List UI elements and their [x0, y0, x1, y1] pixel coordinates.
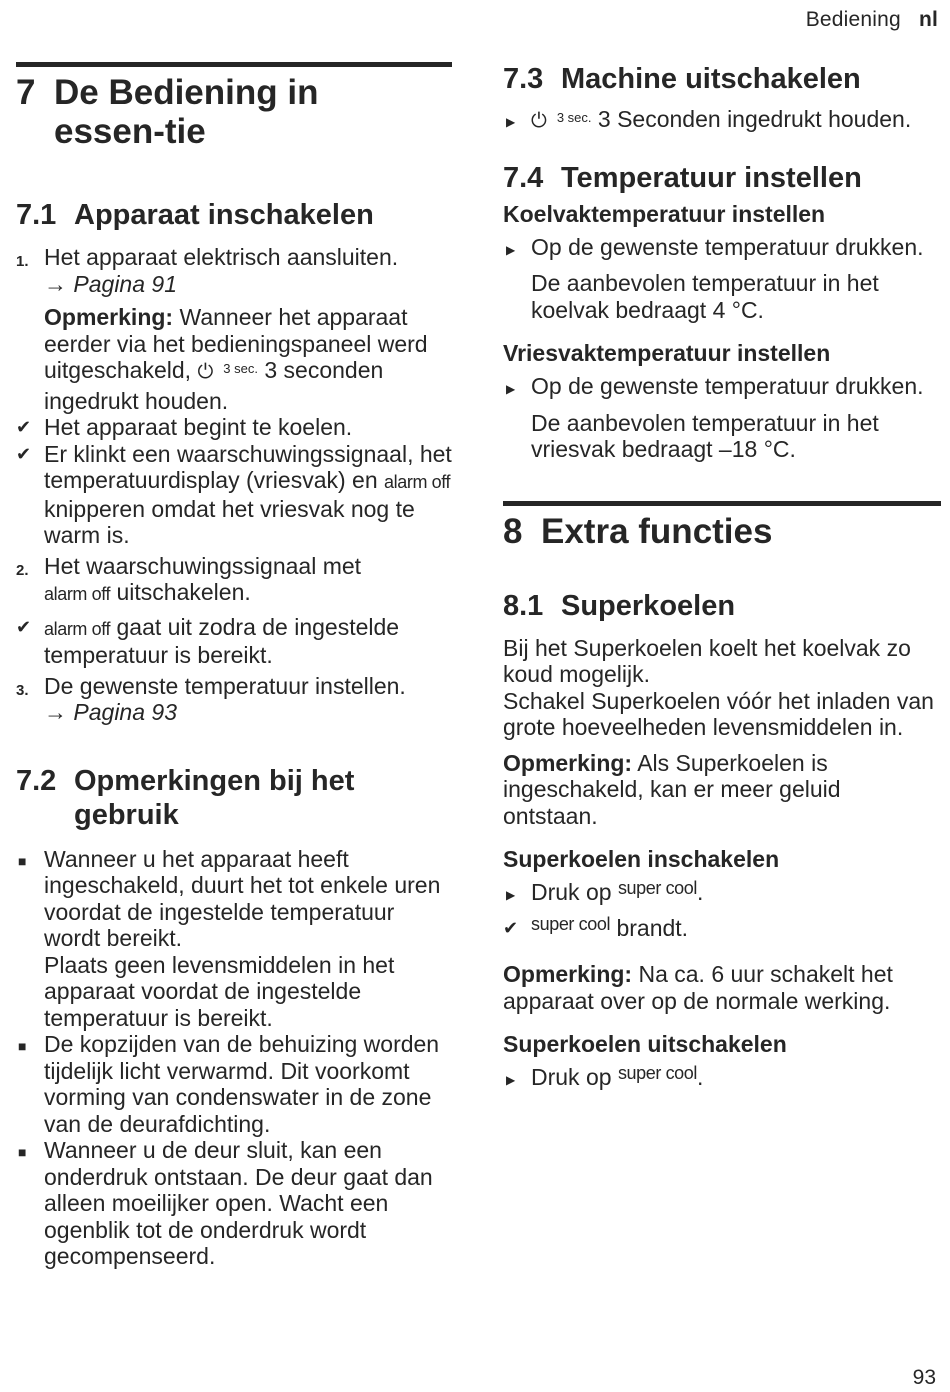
superkoelen-on-step: [503, 879, 941, 909]
section-7-4-heading: [503, 161, 941, 195]
note-label: Opmerking:: [44, 304, 174, 330]
super-cool-key: super cool: [617, 878, 697, 898]
step-number: 3.: [16, 681, 29, 699]
step-text: De gewenste temperatuur instellen.: [44, 672, 406, 699]
step-text: Op de gewenste temperatuur drukken.: [531, 373, 924, 399]
page-number: 93: [912, 1366, 936, 1389]
superkoelen-off-step: [503, 1064, 941, 1094]
note: [503, 750, 941, 830]
section-7-3-step: [503, 106, 941, 137]
step-number: 1.: [16, 253, 29, 270]
step-text: Druk op: [531, 879, 612, 905]
section-number: 7.1: [16, 199, 57, 231]
note: [503, 961, 941, 1014]
step-text: Druk op: [531, 1064, 612, 1090]
triangle-bullet-icon: ▶: [506, 1073, 516, 1087]
super-cool-key: super cool: [617, 1063, 697, 1083]
list-item-text: De kopzijden van de behuizing worden tijdelijk licht verwarmd. Dit voorkomt vorming van condenswater in de zone van de deurafdichting.: [44, 1031, 440, 1137]
step-text: 3 Seconden ingedrukt houden.: [597, 106, 912, 132]
left-column: [16, 62, 452, 1270]
super-cool-key: super cool: [531, 913, 611, 934]
alarm-off-key: alarm off: [44, 584, 111, 604]
chapter-7-heading: [16, 62, 452, 151]
subheading-superkoelen-on: Superkoelen inschakelen: [503, 846, 780, 872]
header-section: Bediening: [805, 8, 901, 31]
key-3sec: 3 sec.: [556, 110, 592, 125]
triangle-bullet-icon: ▶: [506, 115, 516, 129]
list-item: [16, 1031, 452, 1137]
page-reference-link[interactable]: → Pagina 91: [44, 270, 177, 297]
list-item-text: Wanneer u het apparaat heeft ingeschakeld, duurt het tot enkele uren voordat de ingestelde temperatuur wordt bereikt.: [44, 845, 441, 951]
step-3: [16, 673, 452, 726]
result-text: Er klinkt een waarschuwingssignaal, het temperatuurdisplay (vriesvak) en: [44, 440, 452, 493]
superkoelen-paragraph-2: Schakel Superkoelen vóór het inladen van grote hoeveelheden levensmiddelen in.: [503, 687, 934, 740]
step-text-end: uitschakelen.: [116, 579, 251, 605]
square-bullet-icon: ■: [18, 852, 27, 869]
note-text: Als Superkoelen is ingeschakeld, kan er meer geluid ontstaan.: [503, 749, 841, 829]
section-7-1-body: [16, 244, 452, 726]
section-7-1-heading: [16, 198, 452, 232]
vriesvak-step: [503, 373, 941, 403]
list-item-text: Wanneer u de deur sluit, kan een onderdruk ontstaan. De deur gaat dan alleen moeilijker open. Wacht een ogenblik tot de onderdruk wordt gecompenseerd.: [44, 1137, 433, 1269]
subheading-superkoelen-off: Superkoelen uitschakelen: [503, 1031, 787, 1057]
header-language: nl: [918, 8, 938, 31]
check-icon: ✔: [503, 917, 519, 938]
check-icon: ✔: [16, 616, 32, 637]
result-text: gaat uit zodra de ingestelde temperatuur is bereikt.: [44, 613, 400, 668]
note-text: Na ca. 6 uur schakelt het apparaat over op de normale werking.: [503, 961, 893, 1014]
section-title: Temperatuur instellen: [561, 161, 862, 194]
koelvak-info: De aanbevolen temperatuur in het koelvak bedraagt 4 °C.: [531, 270, 879, 323]
result-text: brandt.: [616, 914, 689, 941]
result-2: [16, 441, 452, 549]
list-item: [16, 846, 452, 1032]
running-header: [806, 8, 938, 32]
square-bullet-icon: ■: [18, 1144, 27, 1160]
section-title: Machine uitschakelen: [561, 63, 861, 95]
step-2: [16, 553, 452, 608]
vriesvak-info: De aanbevolen temperatuur in het vriesvak bedraagt ‒18 °C.: [531, 409, 879, 462]
key-3sec: 3 sec.: [223, 361, 258, 376]
page-reference-link[interactable]: → Pagina 93: [44, 699, 177, 725]
result-text-end: knipperen omdat het vriesvak nog te warm is.: [44, 495, 415, 548]
subheading-vriesvak: Vriesvaktemperatuur instellen: [503, 340, 831, 366]
section-title: Apparaat inschakelen: [74, 199, 374, 231]
note: [16, 304, 452, 414]
step-1: [16, 244, 452, 297]
power-icon: ⏻: [197, 361, 214, 383]
step-number: 2.: [16, 561, 29, 579]
section-7-2-body: [16, 846, 452, 1270]
chapter-number: 7: [16, 73, 36, 112]
step-text: Op de gewenste temperatuur drukken.: [531, 233, 924, 260]
section-number: 7.4: [503, 161, 544, 194]
note-end: 3 seconden ingedrukt houden.: [44, 357, 384, 414]
step-text-end: .: [697, 879, 704, 905]
section-7-3-heading: [503, 62, 941, 96]
triangle-bullet-icon: ▶: [506, 382, 516, 396]
section-number: 7.3: [503, 63, 544, 95]
triangle-bullet-icon: ▶: [506, 888, 516, 902]
right-column: [503, 62, 941, 1094]
check-icon: ✔: [16, 417, 32, 437]
chapter-title: De Bediening in essen-tie: [54, 73, 319, 151]
section-8-1-heading: [503, 589, 941, 623]
note-label: Opmerking:: [503, 961, 633, 987]
section-number: 8.1: [503, 589, 544, 622]
alarm-off-key: alarm off: [384, 472, 451, 492]
superkoelen-paragraph-1: Bij het Superkoelen koelt het koelvak zo koud mogelijk.: [503, 634, 911, 687]
superkoelen-on-result: [503, 915, 941, 944]
square-bullet-icon: ■: [18, 1038, 27, 1054]
result-3: [16, 614, 452, 669]
chapter-number: 8: [503, 511, 523, 551]
step-text-end: .: [697, 1064, 704, 1090]
list-item-extra: Plaats geen levensmiddelen in het apparaat voordat de ingestelde temperatuur is bereikt.: [44, 951, 395, 1031]
list-item: [16, 1137, 452, 1270]
note-label: Opmerking:: [503, 749, 633, 776]
chapter-8-heading: [503, 501, 941, 551]
chapter-title: Extra functies: [541, 511, 773, 551]
section-title: Superkoelen: [561, 589, 736, 622]
triangle-bullet-icon: ▶: [506, 242, 516, 257]
alarm-off-key: alarm off: [44, 618, 111, 639]
koelvak-step: [503, 234, 941, 264]
result-1: [16, 414, 452, 441]
power-icon: ⏻: [531, 110, 547, 132]
result-text: Het apparaat begint te koelen.: [44, 414, 353, 440]
step-text: Het apparaat elektrisch aansluiten.: [44, 244, 399, 270]
section-number: 7.2: [16, 764, 57, 797]
section-7-2-heading: [16, 764, 452, 832]
check-icon: ✔: [16, 443, 32, 464]
step-text: Het waarschuwingssignaal met: [44, 552, 362, 579]
section-title: Opmerkingen bij het gebruik: [74, 764, 355, 831]
note-text: Wanneer het apparaat eerder via het bedieningspaneel werd uitgeschakeld,: [44, 304, 428, 383]
subheading-koelvak: Koelvaktemperatuur instellen: [503, 200, 826, 227]
